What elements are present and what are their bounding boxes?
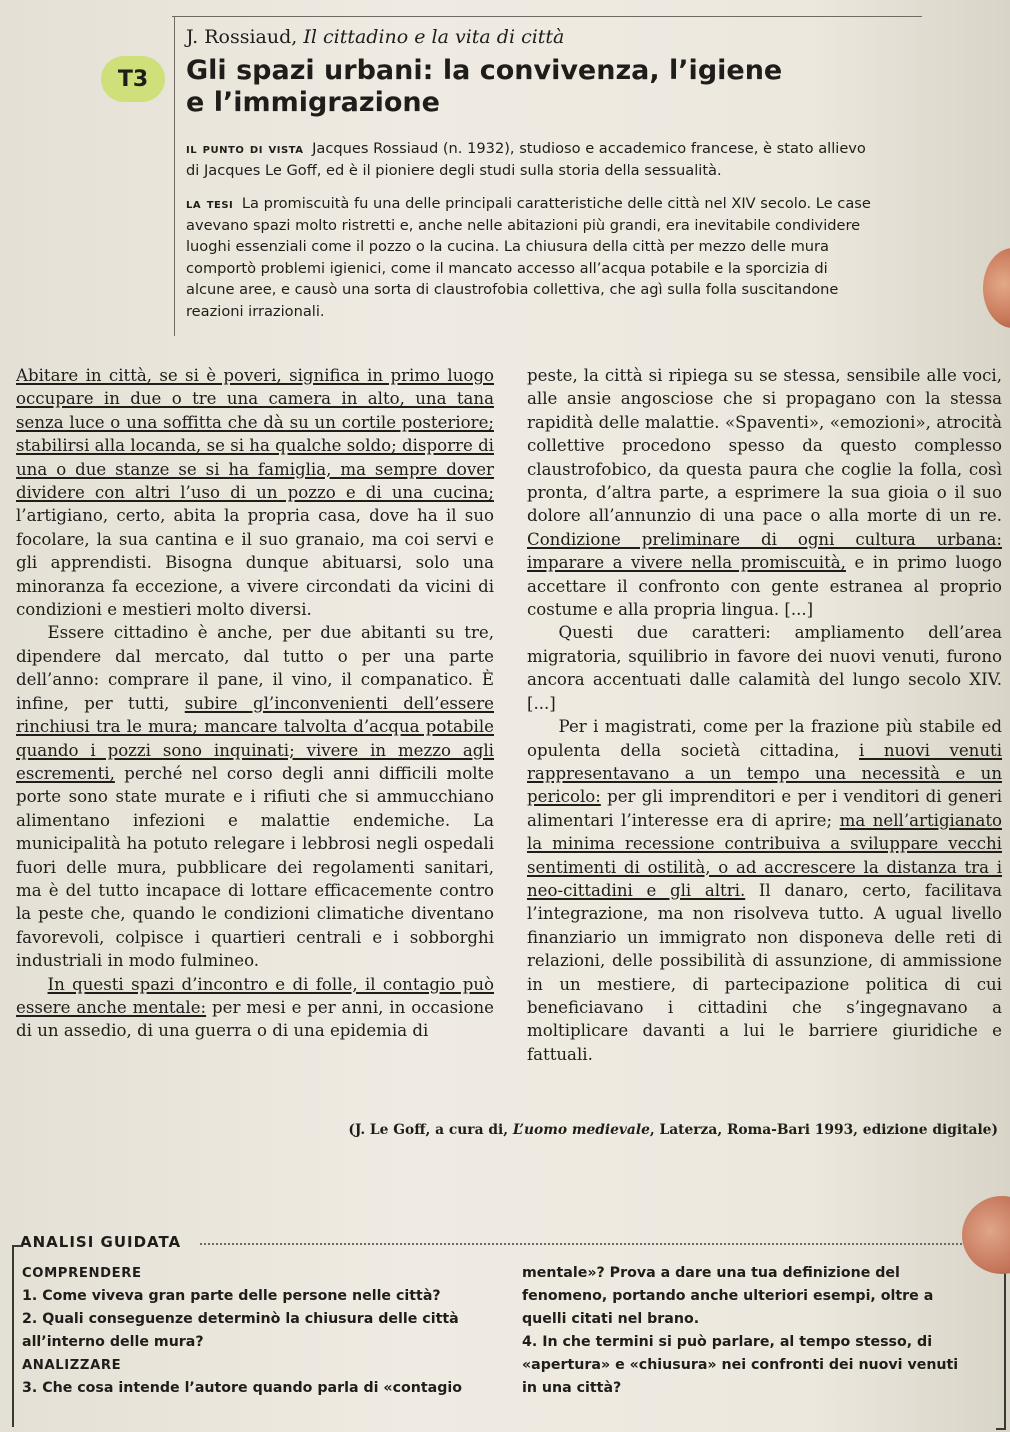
- paragraph: Per i magistrati, come per la frazione più stabile ed opulenta della società cittadina, i nuovi venuti rappresentavano a un tempo una necessità e un pericolo: per gli imprenditori e per i venditori di generi alimentari l’interesse era di aprire; ma nell’artigianato la minima recessione contribuiva a sviluppare vecchi sentimenti di ostilità, o ad accrescere la distanza tra i neo-cittadini e gli altri. Il danaro, certo, facilitava l’integrazione, ma non risolveva tutto. A ugual livello finanziario un immigrato non disponeva delle reti di relazioni, delle possibilità di assunzione, di ammissione in un mestiere, di partecipazione politica di cui beneficiavano i cittadini che s’ingegnavano a moltiplicare davanti a lui le barriere giuridiche e fattuali.: [527, 717, 1003, 1064]
- paragraph: In questi spazi d’incontro e di folle, il contagio può essere anche mentale: per mesi e per anni, in occasione di un assedio, di una guerra o di una epidemia di: [16, 974, 494, 1041]
- intro-punto-di-vista: il punto di vista Jacques Rossiaud (n. 1932), studioso e accademico francese, è stato allievo di Jacques Le Goff, ed è il pioniere degli studi sulla storia della sessualità.: [186, 140, 866, 179]
- dotted-rule: [200, 1243, 990, 1245]
- box-bracket-left: [12, 1245, 22, 1427]
- box-bracket-right: [996, 1255, 1006, 1430]
- question-3: 3. Che cosa intende l’autore quando parla di «contagio: [22, 1380, 462, 1396]
- header-rule: [172, 16, 922, 17]
- section-comprendere: COMPRENDERE: [22, 1266, 142, 1281]
- intro-label-tesi: la tesi: [186, 195, 234, 212]
- source-author: J. Rossiaud, Il cittadino e la vita di città: [186, 26, 565, 48]
- intro-label-punto: il punto di vista: [186, 140, 304, 157]
- paragraph: Abitare in città, se si è poveri, significa in primo luogo occupare in due o tre una camera in alto, una tana senza luce o una soffitta che dà su un cortile posteriore; stabilirsi alla locanda, se si ha qualche soldo; disporre di una o due stanze se si ha famiglia, ma sempre dover dividere con altri l’uso di un pozzo e di una cucina; l’artigiano, certo, abita la propria casa, dove ha il suo focolare, la sua cantina e il suo granaio, ma coi servi e gli apprendisti. Bisogna dunque abituarsi, solo una minoranza fa eccezione, a vivere circondati da vicini di condizioni e mestieri molto diversi.: [16, 366, 494, 620]
- section-analizzare: ANALIZZARE: [22, 1358, 122, 1373]
- intro-tesi: la tesi La promiscuità fu una delle principali caratteristiche delle città nel XIV secolo. Le case avevano spazi molto ristretti e, anche nelle abitazioni più grandi, era inevitabile condividere luoghi essenziali come il pozzo o la cucina. La chiusura della città per mezzo delle mura comportò problemi igienici, come il mancato accesso all’acqua potabile e la sporcizia di alcune aree, e causò una sorta di claustrofobia collettiva, che agì sulla folla suscitandone reazioni irrazionali.: [186, 195, 871, 320]
- question-3-continued: mentale»? Prova a dare una tua definizione del fenomeno, portando anche ulteriori esempi, oltre a quelli citati nel brano.: [522, 1265, 934, 1327]
- body-column-right: [527, 364, 1002, 1066]
- paragraph: Essere cittadino è anche, per due abitanti su tre, dipendere dal mercato, dal tutto o per una parte dell’anno: comprare il pane, il vino, il companatico. È infine, per tutti, subire gl’inconvenienti dell’essere rinchiusi tra le mura; mancare talvolta d’acqua potabile quando i pozzi sono inquinati; vivere in mezzo agli escrementi, perché nel corso degli anni difficili molte porte sono state murate e i rifiuti che si ammucchiano alimentano infezioni e malattie endemiche. La municipalità ha potuto relegare i lebbrosi negli ospedali fuori delle mura, pubblicare dei regolamenti sanitari, ma è del tutto incapace di lottare efficacemente contro la peste che, quando le condizioni climatiche diventano favorevoli, colpisce i quartieri centrali e i sobborghi industriali in modo fulmineo.: [16, 623, 494, 971]
- question-1: 1. Come viveva gran parte delle persone nelle città?: [22, 1288, 441, 1304]
- body-column-left: [16, 364, 494, 1043]
- question-2: 2. Quali conseguenze determinò la chiusura delle città all’interno delle mura?: [22, 1311, 459, 1350]
- header-vertical-rule: [174, 16, 175, 336]
- source-work-title: Il cittadino e la vita di città: [303, 26, 565, 48]
- section-badge: T3: [101, 56, 165, 102]
- question-4: 4. In che termini si può parlare, al tempo stesso, di «apertura» e «chiusura» nei confronti dei nuovi venuti in una città?: [522, 1334, 959, 1396]
- source-citation: (J. Le Goff, a cura di, L’uomo medievale, Laterza, Roma-Bari 1993, edizione digitale): [348, 1122, 998, 1138]
- questions-left: [22, 1262, 492, 1400]
- paragraph: Questi due caratteri: ampliamento dell’area migratoria, squilibrio in favore dei nuovi venuti, furono ancora accentuati dalle calamità del lungo secolo XIV. [...]: [527, 623, 1002, 713]
- paragraph: peste, la città si ripiega su se stessa, sensibile alle voci, alle ansie angosciose che si propagano con la stessa rapidità delle malattie. «Spaventi», «emozioni», atrocità collettive procedono spesso da questo complesso claustrofobico, da questa paura che coglie la folla, così pronta, d’altra parte, a esprimere la sua gioia o il suo dolore all’annunzio di una pace o alla morte di un re. Condizione preliminare di ogni cultura urbana: imparare a vivere nella promiscuità, e in primo luogo accettare il confronto con gente estranea al proprio costume e alla propria lingua. [...]: [527, 366, 1002, 620]
- page-title: Gli spazi urbani: la convivenza, l’igiene e l’immigrazione: [186, 55, 783, 118]
- analisi-heading: ANALISI GUIDATA: [20, 1233, 182, 1251]
- questions-right: [522, 1262, 977, 1400]
